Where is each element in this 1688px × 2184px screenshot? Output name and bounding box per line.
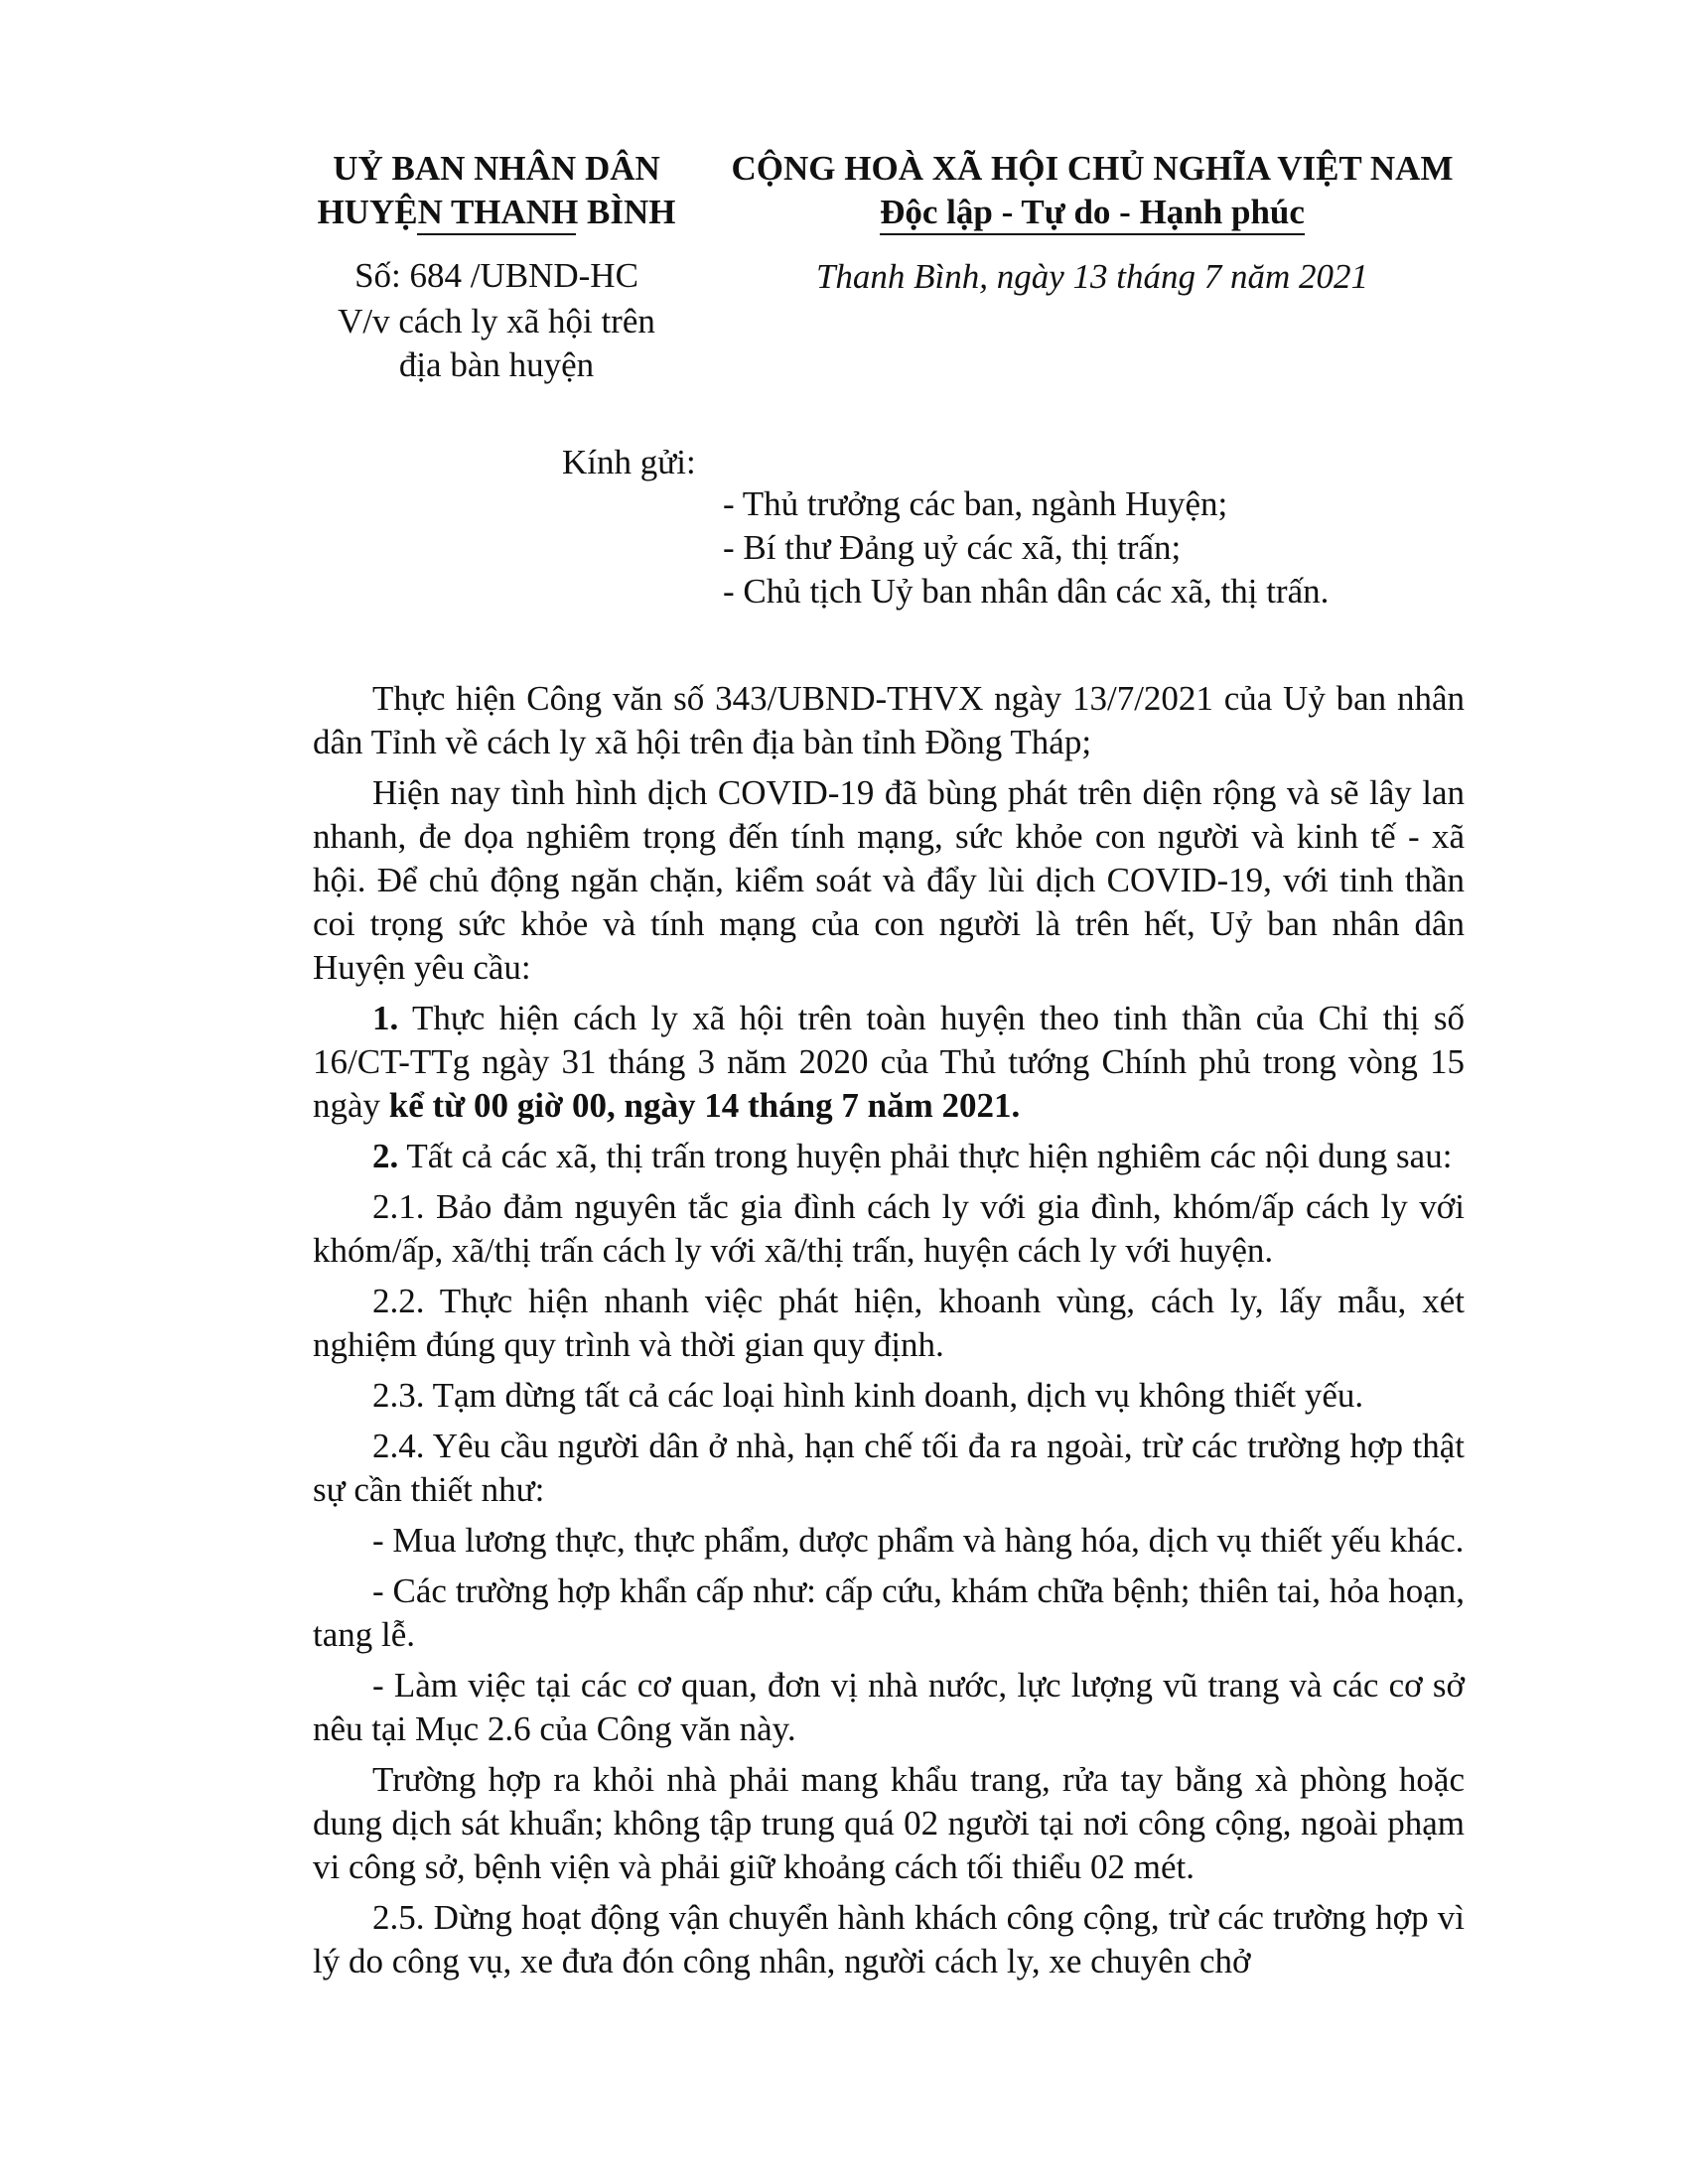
document-number: Số: 684 /UBND-HC bbox=[354, 256, 638, 295]
authority-line-1: UỶ BAN NHÂN DÂN bbox=[333, 149, 660, 188]
paragraph: 2.2. Thực hiện nhanh việc phát hiện, khoanh vùng, cách ly, lấy mẫu, xét nghiệm đúng quy trình và thời gian quy định. bbox=[313, 1282, 1465, 1364]
paragraph: 2.5. Dừng hoạt động vận chuyển hành khách công cộng, trừ các trường hợp vì lý do công vụ, xe đưa đón công nhân, người cách ly, xe chuyên chở bbox=[313, 1898, 1465, 1980]
issuing-authority-block bbox=[303, 147, 690, 387]
paragraph: - Mua lương thực, thực phẩm, dược phẩm và hàng hóa, dịch vụ thiết yếu khác. bbox=[372, 1521, 1465, 1560]
paragraph: Thực hiện Công văn số 343/UBND-THVX ngày 13/7/2021 của Uỷ ban nhân dân Tỉnh về cách ly xã hội trên địa bàn tỉnh Đồng Tháp; bbox=[313, 679, 1465, 761]
subject-line-2: địa bàn huyện bbox=[398, 345, 595, 384]
authority-line-2: HUYỆN THANH BÌNH bbox=[317, 193, 676, 231]
recipient-list bbox=[723, 482, 1477, 614]
national-motto: Độc lập - Tự do - Hạnh phúc bbox=[880, 192, 1305, 235]
recipient-item: - Chủ tịch Uỷ ban nhân dân các xã, thị trấn. bbox=[723, 572, 1330, 611]
item-bold-text: kể từ 00 giờ 00, ngày 14 tháng 7 năm 2021. bbox=[388, 1086, 1021, 1125]
recipient-item: - Bí thư Đảng uỷ các xã, thị trấn; bbox=[723, 528, 1182, 567]
paragraph: 2.1. Bảo đảm nguyên tắc gia đình cách ly với gia đình, khóm/ấp cách ly với khóm/ấp, xã/thị trấn cách ly với xã/thị trấn, huyện cách ly với huyện. bbox=[313, 1187, 1465, 1270]
subject-line-1: V/v cách ly xã hội trên bbox=[338, 302, 655, 341]
paragraph: - Các trường hợp khẩn cấp như: cấp cứu, khám chữa bệnh; thiên tai, hỏa hoạn, tang lễ. bbox=[313, 1571, 1465, 1654]
place-and-date: Thanh Bình, ngày 13 tháng 7 năm 2021 bbox=[815, 257, 1369, 296]
paragraph-item-2 bbox=[313, 1135, 1465, 1178]
paragraph: 2.3. Tạm dừng tất cả các loại hình kinh doanh, dịch vụ không thiết yếu. bbox=[372, 1376, 1364, 1415]
national-header-block bbox=[715, 147, 1470, 299]
document-body bbox=[313, 677, 1465, 1990]
paragraph: Hiện nay tình hình dịch COVID-19 đã bùng phát trên diện rộng và sẽ lây lan nhanh, đe dọa nghiêm trọng đến tính mạng, sức khỏe con người và kinh tế - xã hội. Để chủ động ngăn chặn, kiểm soát và đẩy lùi dịch COVID-19, với tinh thần coi trọng sức khỏe và tính mạng của con người là trên hết, Uỷ ban nhân dân Huyện yêu cầu: bbox=[313, 773, 1465, 987]
authority-underline bbox=[417, 233, 576, 235]
item-text: Tất cả các xã, thị trấn trong huyện phải thực hiện nghiêm các nội dung sau: bbox=[398, 1137, 1453, 1175]
item-number: 1. bbox=[372, 999, 399, 1037]
document-subject bbox=[303, 300, 690, 387]
paragraph: - Làm việc tại các cơ quan, đơn vị nhà nước, lực lượng vũ trang và các cơ sở nêu tại Mục 2.6 của Công văn này. bbox=[313, 1666, 1465, 1748]
paragraph: 2.4. Yêu cầu người dân ở nhà, hạn chế tối đa ra ngoài, trừ các trường hợp thật sự cần thiết như: bbox=[313, 1427, 1465, 1509]
item-text: Thực hiện cách ly xã hội trên toàn huyện theo tinh thần của Chỉ thị số 16/CT-TTg ngày 31 tháng 3 năm 2020 của Thủ tướng Chính phủ trong vòng 15 ngày bbox=[313, 999, 1465, 1125]
paragraph-item-1 bbox=[313, 997, 1465, 1128]
greeting: Kính gửi: bbox=[562, 443, 696, 481]
recipient-item: - Thủ trưởng các ban, ngành Huyện; bbox=[723, 484, 1228, 523]
paragraph: Trường hợp ra khỏi nhà phải mang khẩu trang, rửa tay bằng xà phòng hoặc dung dịch sát khuẩn; không tập trung quá 02 người tại nơi công cộng, ngoài phạm vi công sở, bệnh viện và phải giữ khoảng cách tối thiểu 02 mét. bbox=[313, 1760, 1465, 1886]
national-title: CỘNG HOÀ XÃ HỘI CHỦ NGHĨA VIỆT NAM bbox=[731, 149, 1454, 188]
item-number: 2. bbox=[372, 1137, 399, 1175]
